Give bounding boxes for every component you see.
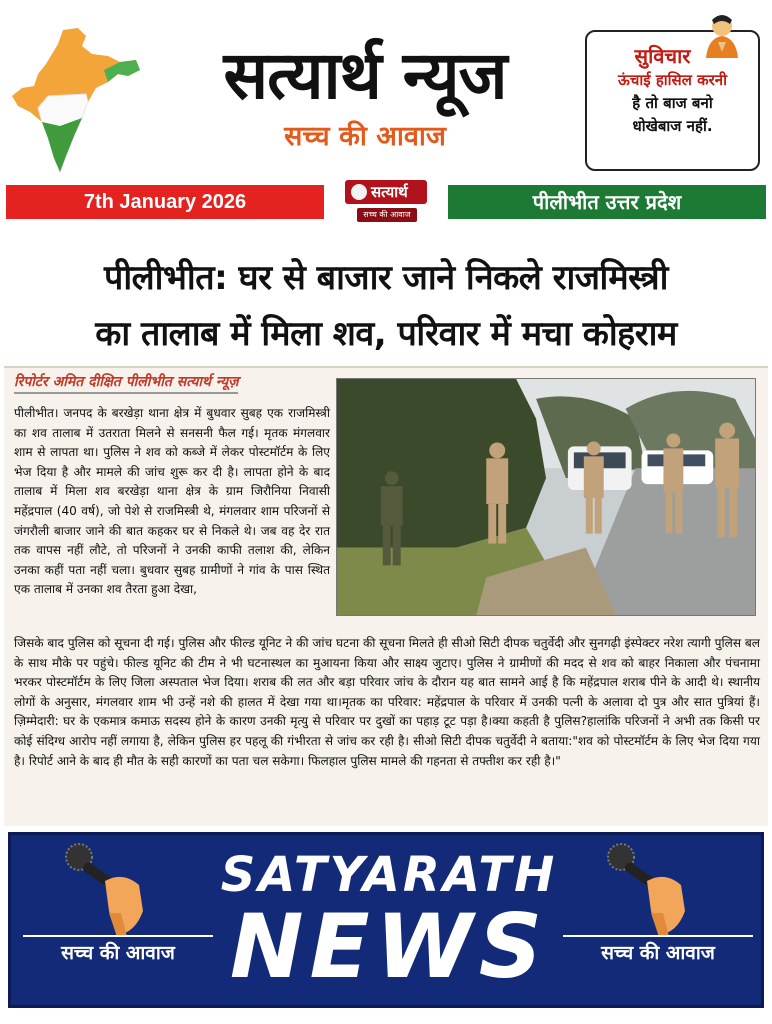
- banner-tagline-left: सच्च की आवाज: [61, 942, 175, 964]
- quote-line: है तो बाज बनो: [632, 94, 713, 112]
- brand-logo: [345, 178, 427, 224]
- banner-tagline-right: सच्च की आवाज: [601, 942, 715, 964]
- header: [0, 0, 772, 180]
- quote-line: ऊंचाई हासिल करनी: [618, 71, 727, 89]
- india-map-icon: [8, 26, 143, 176]
- globe-icon: [349, 182, 369, 202]
- masthead-title: सत्यार्थ न्यूज: [223, 37, 507, 114]
- article: [4, 366, 768, 826]
- logo-name: सत्यार्थ: [345, 180, 427, 204]
- location-label: पीलीभीत उत्तर प्रदेश: [448, 185, 766, 219]
- quote-line: धोखेबाज नहीं.: [632, 117, 713, 135]
- banner-brand-bottom: NEWS: [229, 895, 549, 998]
- banner-brand-top: SATYARATH: [220, 847, 558, 903]
- article-full-text: जिसके बाद पुलिस को सूचना दी गई। पुलिस और फील्ड यूनिट ने की जांच घटना की सूचना मिलते ही सीओ सिटी दीपक चतुर्वेदी और सुनगढ़ी इंस्पेक्टर नरेश त्यागी पुलिस बल के साथ मौके पर पहुंचे। फील्ड यूनिट की टीम ने भी घटनास्थल का मुआयना किया और साक्ष्य जुटाए। पुलिस ने ग्रामीणों की मदद से शव को बाहर निकाला और पंचनामा भरकर पोस्टमॉर्टम के लिए जिला अस्पताल भेज दिया। शराब की लत और बड़ा परिवार जांच के दौरान यह बात सामने आई है कि महेंद्रपाल शराब पीने के आदी थे। स्थानीय लोगों के अनुसार, मंगलवार शाम भी उन्हें नशे की हालत में देखा गया था।मृतक का परिवार: महेंद्रपाल के परिवार में उनकी पत्नी के अलावा दो पुत्र और सात पुत्रियां हैं।ज़िम्मेदारी: घर के एकमात्र कमाऊ सदस्य होने के कारण उनकी मृत्यु से परिवार पर दुखों का पहाड़ टूट पड़ा है।क्या कहती है पुलिस?हालांकि परिजनों ने अभी तक किसी पर कोई संदिग्ध आरोप नहीं लगाया है, लेकिन पुलिस हर पहलू की गंभीरता से जांच कर रही है। सीओ सिटी दीपक चतुर्वेदी ने बताया:"शव को पोस्टमॉर्टम के लिए भेज दिया गया है। रिपोर्ट आने के बाद ही मौत के सही कारणों का पता चल सकेगा। फिलहाल पुलिस मामले की गहनता से तफ्तीश कर रही है।": [14, 636, 760, 768]
- date-label: 7th January 2026: [6, 185, 324, 219]
- logo-subtitle: सच्च की आवाज: [357, 208, 417, 222]
- monk-icon: [700, 12, 744, 60]
- quote-title: सुविचार: [634, 44, 691, 68]
- news-photo: [336, 378, 756, 616]
- masthead: [150, 36, 580, 153]
- masthead-tagline: सच्च की आवाज: [284, 121, 446, 152]
- headline-line: पीलीभीत: घर से बाजार जाने निकले राजमिस्त्री: [104, 258, 668, 298]
- headline-line: का तालाब में मिला शव, परिवार में मचा कोहराम: [95, 314, 677, 354]
- divider: [563, 935, 753, 937]
- footer-banner: [8, 832, 764, 1008]
- headline: [0, 250, 772, 362]
- article-column-text: पीलीभीत। जनपद के बरखेड़ा थाना क्षेत्र में बुधवार सुबह एक राजमिस्त्री का शव तालाब में उतराता मिलने से सनसनी फैल गई। मृतक मंगलवार शाम से लापता था। पुलिस ने शव को कब्जे में लेकर पोस्टमॉर्टम के लिए भेज दिया है और मामले की जांच शुरू कर दी है। लापता होने के बाद तालाब में मिला शव बरखेड़ा थाना क्षेत्र के ग्राम जिरौनिया निवासी महेंद्रपाल (40 वर्ष), जो पेशे से राजमिस्त्री थे, मंगलवार शाम परिजनों से जंगरौली बाजार जाने की बात कहकर घर से निकले थे। जब वह देर रात तक वापस नहीं लौटे, तो परिजनों ने उनकी काफी तलाश की, लेकिन उनका कहीं पता नहीं चला। बुधवार सुबह ग्रामीणों ने गांव के पास स्थित एक तालाब में उनका शव तैरता हुआ देखा,: [14, 406, 330, 597]
- byline: रिपोर्टर अमित दीक्षित पीलीभीत सत्यार्थ न्यूज़: [14, 372, 238, 394]
- divider: [23, 935, 213, 937]
